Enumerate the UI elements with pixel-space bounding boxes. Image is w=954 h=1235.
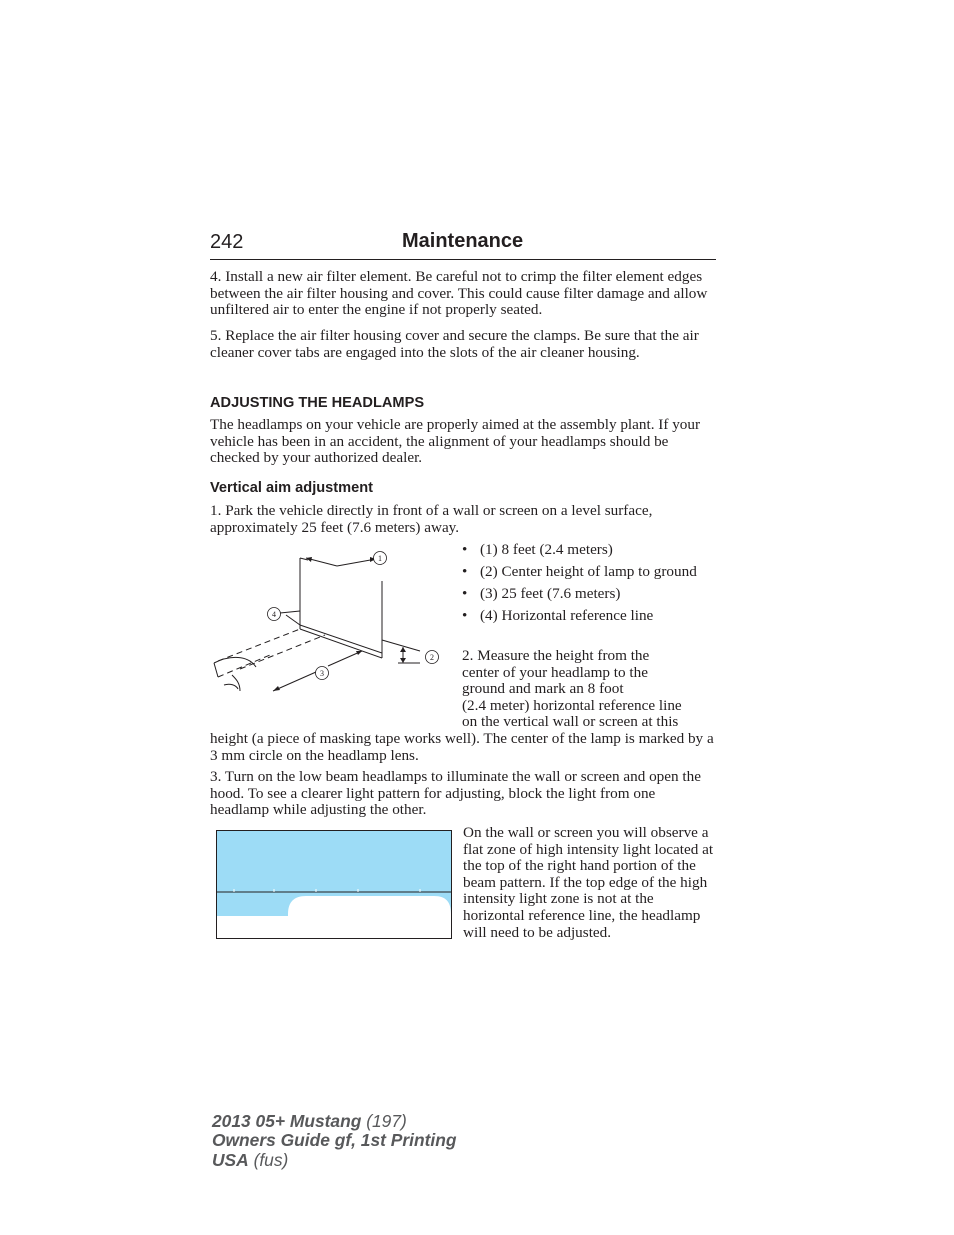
callout-1-label: 1 [378, 554, 382, 563]
step-2-line: (2.4 meter) horizontal reference line [462, 696, 682, 714]
headlamps-intro-paragraph: The headlamps on your vehicle are properly aimed at the assembly plant. If your vehicle has been in an accident, the alignment of your headlamps should be checked by your authorized dealer. [210, 416, 701, 467]
section-title: Maintenance [402, 230, 524, 252]
step-4-paragraph: 4. Install a new air filter element. Be careful not to crimp the filter element edges between the air filter housing and cover. This could cause filter damage and allow unfiltered air to enter the engine if not properly seated. [210, 268, 708, 319]
step-2-wrapped-text [462, 648, 718, 731]
headlamp-aim-diagram [210, 545, 455, 695]
step-2-line: 2. Measure the height from the [462, 647, 650, 664]
footer-model-code: (197) [366, 1111, 407, 1131]
beam-pattern-paragraph: On the wall or screen you will observe a flat zone of high intensity light located at the top of the right hand portion of the beam pattern. If the top edge of the high intensity light zone is not at the horizontal reference line, the headlamp will need to be adjusted. [463, 824, 714, 941]
footer-model-line [212, 1112, 456, 1131]
list-item: • (1) 8 feet (2.4 meters) [462, 542, 722, 559]
footer-guide-line [212, 1131, 456, 1150]
step-3-paragraph: 3. Turn on the low beam headlamps to illuminate the wall or screen and open the hood. To see a clearer light pattern for adjusting, block the light from one headlamp while adjusting the other. [210, 768, 701, 819]
footer-region-line [212, 1151, 456, 1170]
footer-region-code: (fus) [253, 1149, 289, 1170]
list-item: • (2) Center height of lamp to ground [462, 564, 722, 581]
heading-vertical-aim: Vertical aim adjustment [210, 480, 374, 496]
footer-guide: Owners Guide gf, 1st Printing [212, 1130, 457, 1151]
list-item: • (4) Horizontal reference line [462, 608, 722, 625]
list-item: • (3) 25 feet (7.6 meters) [462, 586, 722, 603]
page-number: 242 [210, 231, 244, 253]
step-2-line: on the vertical wall or screen at this [462, 713, 679, 731]
vertical-step-1-paragraph: 1. Park the vehicle directly in front of a wall or screen on a level surface, approximately 25 feet (7.6 meters) away. [210, 502, 653, 536]
step-2-line: center of your headlamp to the [462, 663, 648, 681]
heading-adjusting-headlamps: ADJUSTING THE HEADLAMPS [210, 395, 425, 411]
page-footer [212, 1112, 456, 1170]
callout-4-label: 4 [272, 610, 276, 619]
step-2-continued-paragraph: height (a piece of masking tape works well). The center of the lamp is marked by a 3 mm circle on the headlamp lens. [210, 730, 714, 764]
footer-region: USA [212, 1149, 249, 1170]
step-2-line: ground and mark an 8 foot [462, 680, 624, 698]
beam-pattern-figure [216, 830, 452, 940]
callout-3-label: 3 [320, 669, 324, 678]
page-header [210, 229, 716, 260]
diagram-legend-list [462, 542, 722, 630]
callout-2-label: 2 [430, 653, 434, 662]
step-5-paragraph: 5. Replace the air filter housing cover and secure the clamps. Be sure that the air cleaner cover tabs are engaged into the slots of the air cleaner housing. [210, 327, 699, 361]
footer-model: 2013 05+ Mustang [212, 1111, 362, 1131]
